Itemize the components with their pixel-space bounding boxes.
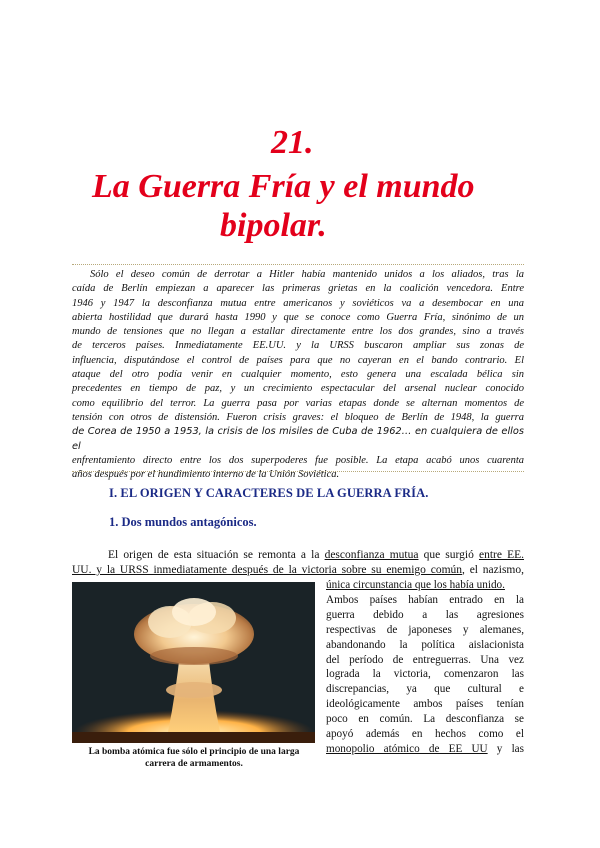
body-column-line: monopolio atómico de EE UU y las	[326, 742, 525, 755]
intro-line: abierta hostilidad que durará hasta 1990 y que se conoce como Guerra Fría, sinónimo de un	[72, 311, 524, 323]
intro-bottom-rule	[72, 471, 524, 472]
body-column-line: del período de entreguerras. Una vez	[326, 653, 524, 666]
body-text-underlined: monopolio atómico de EE UU	[326, 742, 488, 755]
body-text: que surgió	[418, 549, 479, 561]
intro-line: enfrentamiento directo entre los dos superpoderes fue posible. La etapa acabó unos cuarenta	[72, 454, 524, 466]
mushroom-cloud-illustration	[72, 582, 315, 743]
intro-line: Sólo el deseo común de derrotar a Hitler había mantenido unidos a los aliados, tras la	[90, 269, 524, 280]
body-text-underlined: desconfianza mutua	[324, 549, 419, 561]
intro-line: años después por el hundimiento interno de la Unión Soviética.	[72, 469, 340, 481]
intro-line: mundo de tensiones que no llegan a estallar directamente entre los dos grandes, sino a través	[72, 326, 524, 338]
chapter-number: 21.	[271, 124, 314, 161]
body-column-line: lograda la victoria, comenzaron las	[326, 668, 524, 681]
intro-line: influencia, disputándose el control de países para que no cayeran en el bando contrario. El	[72, 354, 524, 366]
body-column-line: abandonando la política aislacionista	[326, 638, 524, 651]
intro-line: 1946 y 1947 la desconfianza mutua entre americanos y soviéticos va a desembocar en una	[72, 297, 524, 309]
subsection-heading: 1. Dos mundos antagónicos.	[109, 515, 257, 529]
intro-line: precedentes en tiempo de paz, y un crecimiento espectacular del arsenal nuclear conocido	[72, 383, 524, 395]
body-text-underlined: UU. y la URSS inmediatamente después de la victoria sobre su enemigo común	[72, 564, 463, 576]
intro-line: tensión con otros de distensión. Fueron crisis graves: el bloqueo de Berlín de 1948, la guerra	[72, 411, 524, 423]
intro-line: caída de Berlín empiezan a aparecer las primeras grietas en la coalición vencedora. Entre	[72, 283, 524, 295]
body-column	[326, 578, 524, 757]
intro-line: de Corea de 1950 a 1953, la crisis de los misiles de Cuba de 1962… en cualquiera de ellos el	[72, 426, 524, 452]
intro-line: como equilibrio del terror. La guerra pasa por varias etapas donde se alternan momentos de	[72, 397, 524, 409]
body-column-line: apoyó además en hechos como el	[326, 728, 524, 741]
body-text: El origen de esta situación se remonta a la	[108, 549, 325, 561]
body-text-underlined: entre EE.	[478, 549, 524, 561]
body-column-line: respectivas de japoneses y alemanes,	[326, 623, 524, 636]
body-text: , el nazismo,	[462, 564, 524, 576]
intro-line: ataque del otro podía venir en cualquier momento, esto genera una escalada bélica sin	[72, 369, 524, 381]
intro-top-rule	[72, 264, 524, 265]
figure-caption	[80, 746, 308, 770]
chapter-title-line-2: bipolar.	[220, 207, 327, 244]
figure-caption-line: carrera de armamentos.	[145, 759, 243, 769]
intro-paragraph	[72, 268, 524, 482]
body-column-line: ideológicamente ambos países tenían	[326, 698, 524, 711]
section-heading: I. EL ORIGEN Y CARACTERES DE LA GUERRA FRÍA.	[109, 486, 429, 500]
body-column-line: Ambos países habían entrado en la	[326, 593, 524, 606]
intro-line: de terceros países. Inmediatamente EE.UU. y la URSS buscaron ampliar sus zonas de	[72, 340, 524, 352]
body-column-line: poco en común. La desconfianza se	[326, 713, 524, 726]
mushroom-cloud-photo	[72, 582, 315, 743]
body-column-line: guerra debido a las agresiones	[326, 608, 524, 621]
body-line-1	[72, 548, 524, 563]
figure-caption-line: La bomba atómica fue sólo el principio de una larga	[88, 747, 300, 757]
body-column-line: única circunstancia que los había unido.	[326, 579, 505, 591]
body-line-2	[72, 563, 524, 578]
chapter-title-line-1: La Guerra Fría y el mundo	[92, 168, 475, 205]
body-column-line: discrepancias, ya que cultural e	[326, 683, 524, 696]
